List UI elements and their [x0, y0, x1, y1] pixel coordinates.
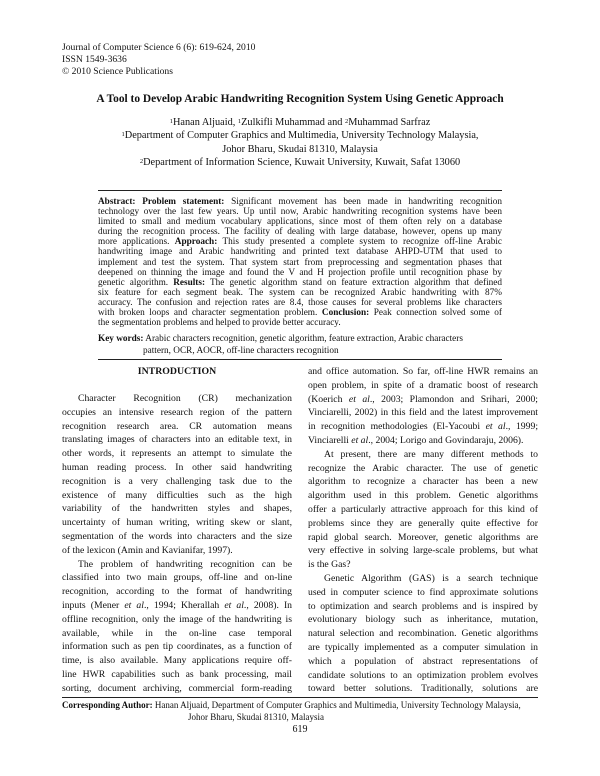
text-line: [98, 207, 502, 217]
text-line: [98, 308, 502, 318]
text-run: evolutionary biology such as inheritance, mutation,: [308, 614, 538, 626]
text-run: recognition, according to the format of handwriting: [62, 586, 292, 598]
keywords-line: [98, 333, 502, 345]
text-run: very effective in solving large-scale problems, but what: [308, 545, 538, 557]
text-line: [62, 447, 292, 461]
text-line: [308, 406, 538, 420]
text-line: [308, 600, 538, 614]
author-sup: 2: [344, 118, 349, 125]
text-run: The problem of handwriting recognition can be: [78, 558, 292, 570]
affiliation-sup: 2: [139, 157, 144, 165]
text-line: [308, 517, 538, 531]
text-run: human reading process. In other said handwriting: [62, 461, 292, 473]
text-run: algorithm to recognize a character has been a new: [308, 476, 538, 488]
italic-text: et al: [351, 434, 369, 446]
text-run: open problem, in spite of a dramatic boost of research: [308, 379, 538, 391]
text-line: [308, 503, 538, 517]
text-line: [62, 571, 292, 585]
bold-label: Abstract: Problem statement:: [98, 197, 225, 207]
copyright: © 2010 Science Publications: [62, 66, 173, 78]
text-line: [308, 613, 538, 627]
text-run: Vinciarelli: [308, 434, 352, 446]
text-run: other words, it represents an attempt to simulate the: [62, 448, 292, 460]
text-run: implement and test the system. That system start from preprocessing and segmentation phases that: [98, 257, 502, 268]
text-line: [308, 434, 538, 448]
text-run: inputs (Mener: [62, 599, 125, 611]
text-run: candidate solutions to an optimization problem evolves: [308, 669, 538, 681]
text-run: recognize the Arabic character. The use of genetic: [308, 462, 538, 474]
text-run: Peak connection solved some of: [369, 308, 502, 319]
text-run: This study presented a complete system to recognize off-line Arabic: [217, 237, 502, 248]
text-line: [62, 599, 292, 613]
text-run: sorting, document archiving, commercial form-reading: [62, 682, 292, 694]
text-line: [308, 586, 538, 600]
affiliation-text: Department of Information Science, Kuwait University, Kuwait, Safat 13060: [143, 156, 461, 168]
text-run: offer a particularly attractive approach for this kind of: [308, 503, 538, 515]
text-line: [98, 318, 502, 328]
text-run: to optimization and search problems and is inspired by: [308, 600, 538, 612]
right-column: [308, 365, 538, 696]
text-run: line HWR capabilities such as bank processing, mail: [62, 668, 292, 680]
text-run: of the lexicon (Amin and Kavianifar, 1997).: [62, 544, 233, 556]
text-run: ., 2004; Lorigo and Govindaraju, 2006).: [368, 434, 524, 446]
text-run: problems since they are generally quite effective for: [308, 517, 538, 529]
text-line: [98, 288, 502, 298]
text-run: deepened on thinning the image and found the V and H projection profile until recognition phase by: [98, 267, 502, 278]
text-run: are typically implemented as a computer simulation in: [308, 641, 538, 653]
text-run: time, is also available. Many applications require off-: [62, 655, 292, 667]
page-number: 619: [292, 724, 308, 735]
journal-citation: Journal of Computer Science 6 (6): 619-624, 2010: [62, 42, 256, 53]
text-line: [308, 365, 538, 379]
text-run: ., 1994; Kherallah: [143, 599, 225, 611]
text-line: [308, 489, 538, 503]
text-line: [308, 627, 538, 641]
text-run: (Koerich: [308, 393, 349, 405]
text-line: [62, 489, 292, 503]
italic-text: et al: [224, 599, 244, 611]
text-run: in recognition methodologies (El-Yacoubi: [308, 421, 486, 433]
text-run: toward better solutions. Traditionally, solutions are: [308, 683, 538, 695]
affiliation-text: Department of Computer Graphics and Multimedia, University Technology Malaysia,: [124, 130, 479, 142]
author-name: Muhammad Sarfraz: [348, 117, 431, 128]
text-run: available, while in the on-line case temporal: [62, 627, 292, 639]
text-run: offline recognition, only the image of the handwriting is: [62, 613, 292, 625]
text-run: translating images of characters into an editable text, in: [62, 434, 292, 446]
text-line: [98, 217, 502, 227]
text-line: [308, 641, 538, 655]
text-run: variability of the handwritten styles and shapes,: [62, 503, 292, 515]
text-run: occupies an intensive research region of the pattern: [62, 406, 292, 418]
text-line: [62, 461, 292, 475]
text-run: classified into two main groups, off-line and on-line: [62, 572, 292, 584]
text-run: more applications.: [98, 237, 175, 248]
italic-text: et al: [485, 421, 506, 433]
author-sup: 1: [237, 118, 242, 125]
affiliation-sup: 1: [121, 131, 125, 139]
text-line: [308, 393, 538, 407]
text-line: [308, 558, 538, 572]
text-line: [62, 682, 292, 696]
keywords-line: pattern, OCR, AOCR, off-line characters recognition: [143, 346, 339, 357]
text-run: The genetic algorithm stand on feature extraction algorithm that defined: [205, 277, 502, 288]
text-line: [98, 278, 502, 288]
text-line: [62, 530, 292, 544]
text-run: limited to small and medium vocabulary applications, since most of them often rely on a database: [98, 217, 502, 228]
affiliation: [0, 129, 600, 142]
footer-line: Johor Bharu, Skudai 81310, Malaysia: [188, 711, 324, 722]
footer-line: [62, 700, 521, 712]
text-run: existence of many difficulties such as the high: [62, 489, 292, 501]
text-run: ., 2003; Plamondon and Srihari, 2000;: [369, 393, 539, 405]
abstract-top-rule: [98, 190, 502, 191]
text-line: [62, 502, 292, 516]
text-run: with broken loops and character segmentation problem.: [98, 308, 322, 319]
text-run: accuracy. The confusion and rejection rates are 8.4, those causes for several problems like characters: [98, 297, 502, 308]
keywords: [98, 333, 502, 358]
text-run: rapid global search. Moreover, genetic algorithms are: [308, 531, 538, 543]
text-run: Significant movement has been made in handwriting recognition: [224, 197, 502, 207]
left-column: [62, 392, 292, 696]
text-line: [98, 268, 502, 278]
text-line: [308, 420, 538, 434]
author-name: Hanan Aljuaid,: [172, 117, 238, 128]
text-line: [62, 627, 292, 641]
keywords-label: Key words:: [98, 334, 144, 344]
text-run: recognition research area. CR automation means: [62, 420, 292, 432]
text-run: natural selection and recombination. Genetic algorithms: [308, 628, 538, 640]
text-line: [62, 420, 292, 434]
keywords-text: Arabic characters recognition, genetic algorithm, feature extraction, Arabic characters: [143, 334, 463, 344]
text-line: [308, 475, 538, 489]
affiliation: [0, 143, 600, 156]
text-line: [98, 298, 502, 308]
text-line: [308, 531, 538, 545]
text-line: [62, 406, 292, 420]
text-run: is the Gas?: [308, 559, 351, 571]
text-line: [98, 258, 502, 268]
text-line: [62, 475, 292, 489]
text-line: [98, 197, 502, 207]
text-line: [62, 585, 292, 599]
text-run: information such as pen tip coordinates, as a function of: [62, 641, 292, 653]
text-run: ., 1999;: [505, 421, 539, 433]
paper-title: A Tool to Develop Arabic Handwriting Recognition System Using Genetic Approach: [96, 93, 504, 105]
text-run: which a population of abstract representations of: [308, 655, 538, 667]
abstract: [98, 197, 502, 328]
text-line: [308, 669, 538, 683]
author-list: [0, 116, 600, 129]
affiliation-text: Johor Bharu, Skudai 81310, Malaysia: [222, 143, 378, 155]
bold-label: Results:: [173, 277, 206, 288]
text-line: [62, 613, 292, 627]
text-run: recognition is a very challenging task due to the: [62, 475, 292, 487]
text-line: [62, 516, 292, 530]
italic-text: et al: [124, 599, 144, 611]
section-heading-introduction: INTRODUCTION: [137, 366, 217, 377]
author-name: Zulkifli Muhammad and: [241, 117, 345, 128]
italic-text: et al: [348, 393, 370, 405]
bold-label: Approach:: [174, 237, 218, 248]
text-line: [62, 640, 292, 654]
keywords-bottom-rule: [98, 359, 502, 360]
text-run: technology over the last few years. Up until now, Arabic handwriting recognition systems have been: [98, 207, 502, 218]
text-line: [308, 379, 538, 393]
text-run: Character Recognition (CR) mechanization: [78, 393, 292, 404]
text-run: used in computer science to find approximate solutions: [308, 586, 538, 598]
footer-rule: [62, 697, 538, 698]
text-line: [62, 558, 292, 572]
text-run: uncertainty of human writing, writing skew or slant,: [62, 517, 292, 529]
text-line: [98, 227, 502, 237]
bold-label: Conclusion:: [321, 308, 370, 319]
text-run: and office automation. So far, off-line HWR remains an: [308, 366, 538, 377]
text-run: genetic algorithm.: [98, 277, 174, 288]
text-line: [308, 655, 538, 669]
affiliation: [0, 156, 600, 169]
journal-header: [62, 42, 255, 79]
author-sup: 1: [169, 118, 173, 125]
text-line: [62, 433, 292, 447]
text-line: [308, 682, 538, 696]
text-run: algorithm used in this problem. Genetic algorithms: [308, 490, 538, 502]
text-line: [62, 654, 292, 668]
text-line: [62, 544, 292, 558]
corresponding-label: Corresponding Author:: [62, 700, 153, 710]
text-line: [308, 462, 538, 476]
text-run: during the recognition process. The facility of dealing with large database, however, opens up many: [98, 227, 502, 238]
text-line: [98, 247, 502, 257]
text-line: [308, 572, 538, 586]
text-run: six feature for each segment beak. The system can be recognized Arabic handwriting with 87%: [98, 287, 502, 298]
text-line: [98, 237, 502, 247]
text-line: [308, 448, 538, 462]
footer-text: Hanan Aljuaid, Department of Computer Graphics and Multimedia, University Technology Malaysia,: [152, 700, 521, 710]
author-block: [0, 116, 600, 169]
text-run: segmentation of the words into characters and the size: [62, 530, 292, 542]
text-run: Vinciarelli, 2002) in this field and the latest improvement: [308, 407, 538, 419]
text-run: ., 2008). In: [243, 599, 293, 611]
text-line: [62, 668, 292, 682]
text-run: At present, there are many different methods to: [324, 448, 538, 460]
text-run: the segmentation problems and helped to provide better accuracy.: [98, 318, 341, 329]
text-run: Genetic Algorithm (GAS) is a search technique: [324, 572, 538, 584]
text-line: [308, 544, 538, 558]
corresponding-author: [62, 700, 521, 723]
issn: ISSN 1549-3636: [62, 54, 127, 66]
text-run: handwriting image and Arabic handwriting and printed text database AHPD-UTM that used to: [98, 247, 502, 258]
text-line: [62, 392, 292, 406]
